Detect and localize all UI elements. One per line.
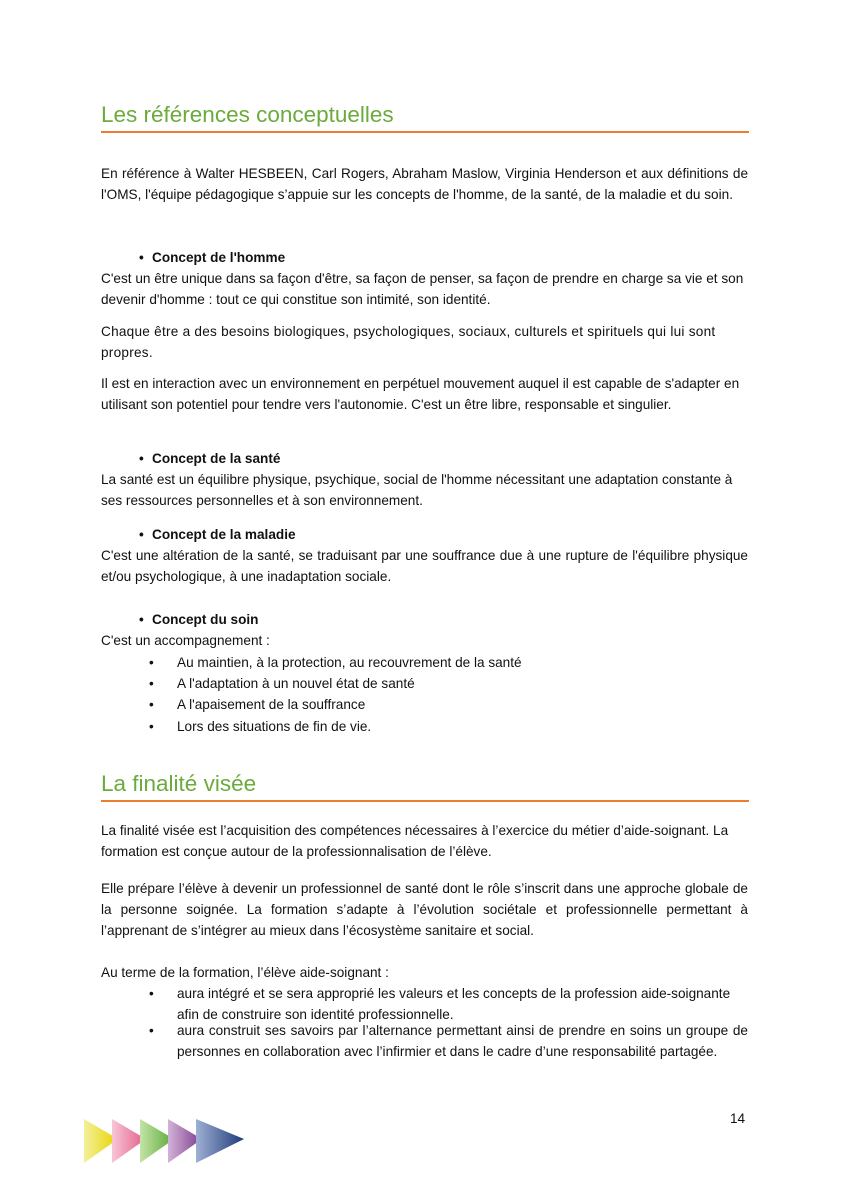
page-number: 14 (730, 1111, 746, 1126)
homme-paragraph-2: Chaque être a des besoins biologiques, psychologiques, sociaux, culturels et spirituels qui lui sont propres. (101, 324, 716, 360)
list-item: • aura construit ses savoirs par l’alternance permettant ainsi de prendre en soins un groupe de personnes en collaboration avec l’infirmier et dans le cadre d’une responsabilité partagée. (177, 1020, 748, 1062)
bullet-icon: • (139, 612, 144, 627)
decorative-arrows-logo (84, 1115, 249, 1167)
concept-heading-homme: • Concept de l'homme (101, 247, 285, 268)
list-item: • Au maintien, à la protection, au recouvrement de la santé (177, 652, 748, 673)
bullet-icon: • (139, 250, 144, 265)
soin-paragraph: C'est un accompagnement : (101, 633, 270, 648)
maladie-paragraph: C'est une altération de la santé, se traduisant par une souffrance due à une rupture de l'équilibre physique et/ou psychologique, à une inadaptation sociale. (101, 548, 748, 584)
bullet-icon: • (149, 697, 154, 712)
bullet-icon: • (149, 1023, 154, 1038)
list-item: • aura intégré et se sera approprié les valeurs et les concepts de la profession aide-soignante afin de construire son identité professionnelle. (177, 983, 748, 1025)
sante-paragraph: La santé est un équilibre physique, psychique, social de l'homme nécessitant une adaptation constante à ses ressources personnelles et à son environnement. (101, 472, 733, 508)
intro-paragraph: En référence à Walter HESBEEN, Carl Rogers, Abraham Maslow, Virginia Henderson et aux définitions de l'OMS, l'équipe pédagogique s’appuie sur les concepts de l'homme, de la santé, de la maladie et du soin. (101, 166, 748, 202)
bullet-icon: • (139, 451, 144, 466)
list-item: • Lors des situations de fin de vie. (177, 716, 748, 737)
list-item: • A l'apaisement de la souffrance (177, 694, 748, 715)
finalite-paragraph-3: Au terme de la formation, l’élève aide-soignant : (101, 965, 389, 980)
concept-heading-sante: • Concept de la santé (101, 448, 280, 469)
concept-heading-maladie: • Concept de la maladie (101, 524, 296, 545)
finalite-paragraph-2: Elle prépare l’élève à devenir un professionnel de santé dont le rôle s’inscrit dans une approche globale de la personne soignée. La formation s’adapte à l’évolution sociétale et professionnelle permettant à l’apprenant de s’intégrer au mieux dans l’écosystème sanitaire et social. (101, 881, 748, 938)
bullet-icon: • (149, 986, 154, 1001)
section-title: Les références conceptuelles (101, 101, 749, 133)
homme-paragraph-3: Il est en interaction avec un environnement en perpétuel mouvement auquel il est capable de s'adapter en utilisant son potentiel pour tendre vers l'autonomie. C'est un être libre, responsable et singulier. (101, 376, 740, 412)
bullet-icon: • (149, 655, 154, 670)
finalite-paragraph-1: La finalité visée est l’acquisition des compétences nécessaires à l’exercice du métier d’aide-soignant. La formation est conçue autour de la professionnalisation de l’élève. (101, 823, 729, 859)
bullet-icon: • (149, 676, 154, 691)
homme-paragraph-1: C'est un être unique dans sa façon d'être, sa façon de penser, sa façon de prendre en charge sa vie et son devenir d'homme : tout ce qui constitue son intimité, son identité. (101, 271, 744, 307)
list-item: • A l'adaptation à un nouvel état de santé (177, 673, 748, 694)
concept-heading-soin: • Concept du soin (101, 609, 258, 630)
bullet-icon: • (139, 527, 144, 542)
section-title: La finalité visée (101, 770, 749, 802)
bullet-icon: • (149, 719, 154, 734)
